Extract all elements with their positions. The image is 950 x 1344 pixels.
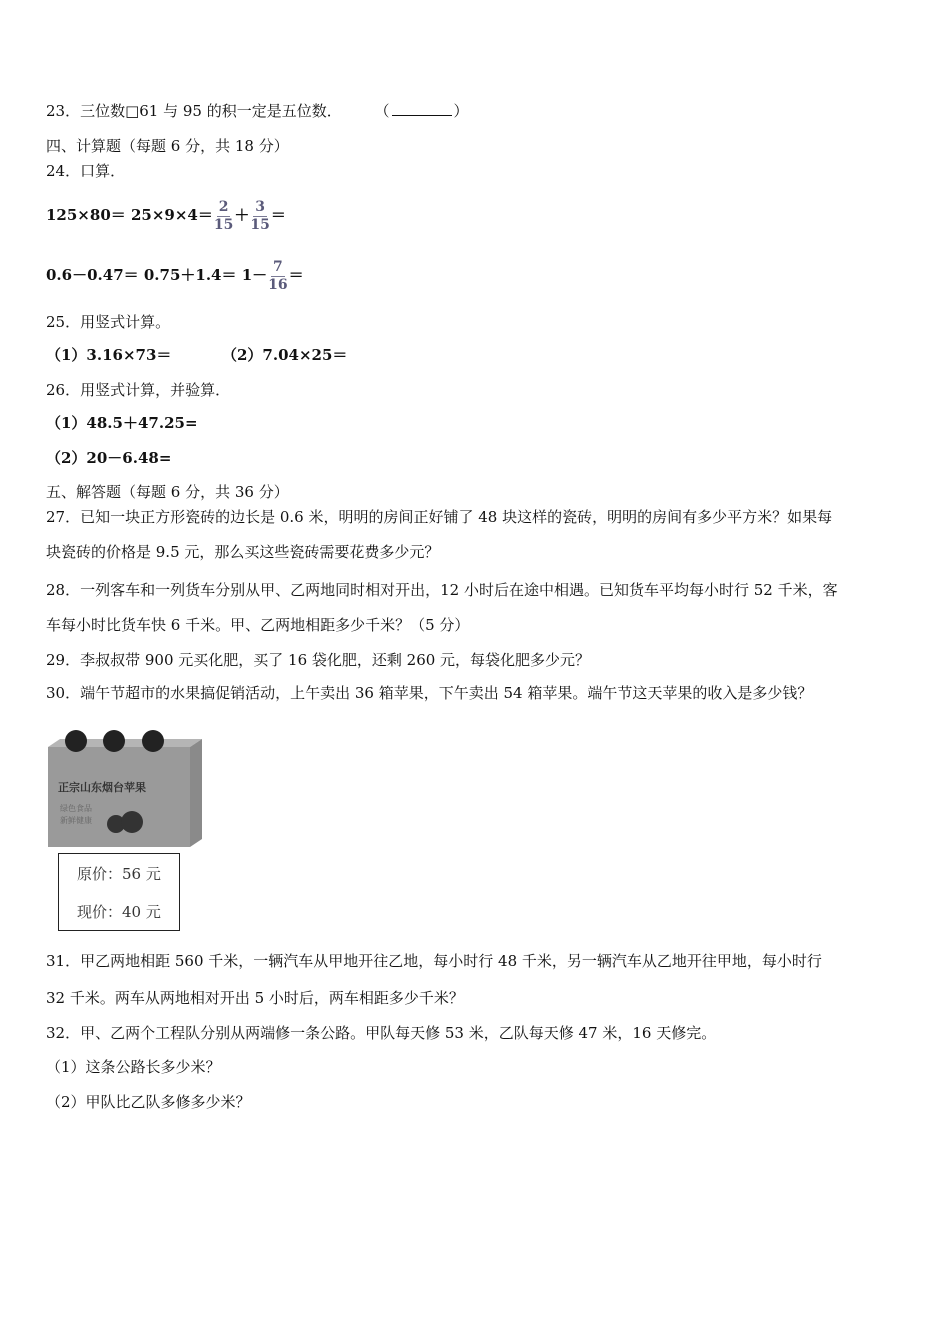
question-23-text: 23．三位数□61 与 95 的积一定是五位数． — [46, 102, 342, 120]
denominator: 15 — [250, 216, 270, 233]
question-26-part-1: （1）48.5＋47.25= — [46, 414, 198, 432]
section-5-heading: 五、解答题（每题 6 分，共 36 分） — [46, 483, 289, 501]
fraction — [268, 259, 287, 294]
expr: 125×80＝ 25×9×4＝ — [46, 206, 213, 224]
apple-box-image — [46, 727, 202, 849]
question-26-part-2: （2）20－6.48= — [46, 449, 172, 467]
box-subtitle-1: 绿色食品 — [60, 804, 92, 813]
fraction — [214, 199, 233, 234]
current-price: 现价：40 元 — [77, 903, 161, 921]
question-27-line-1: 27．已知一块正方形瓷砖的边长是 0.6 米，明明的房间正好铺了 48 块这样的瓷砖，明明的房间有多少平方米？如果每 — [46, 508, 833, 526]
question-24-title: 24．口算． — [46, 162, 126, 180]
question-32: 32．甲、乙两个工程队分别从两端修一条公路。甲队每天修 53 米，乙队每天修 47 米，16 天修完。 — [46, 1024, 717, 1042]
answer-blank[interactable] — [392, 101, 452, 116]
paren-close: ） — [453, 102, 469, 120]
question-30: 30．端午节超市的水果搞促销活动，上午卖出 36 箱苹果，下午卖出 54 箱苹果。端午节这天苹果的收入是多少钱？ — [46, 684, 813, 702]
numerator: 2 — [218, 198, 229, 215]
box-subtitle-2: 新鲜健康 — [60, 816, 92, 825]
question-25-part-1: （1）3.16×73＝ — [46, 346, 172, 364]
section-4-heading: 四、计算题（每题 6 分，共 18 分） — [46, 137, 289, 155]
paren-open: （ — [374, 102, 390, 120]
question-32-part-2: （2）甲队比乙队多修多少米？ — [46, 1093, 251, 1111]
question-31-line-2: 32 千米。两车从两地相对开出 5 小时后，两车相距多少千米？ — [46, 989, 464, 1007]
question-28-line-2: 车每小时比货车快 6 千米。甲、乙两地相距多少千米？（5 分） — [46, 616, 470, 634]
question-23 — [46, 101, 469, 121]
fraction — [250, 199, 269, 234]
question-28-line-1: 28．一列客车和一列货车分别从甲、乙两地同时相对开出，12 小时后在途中相遇。已知货车平均每小时行 52 千米，客 — [46, 581, 838, 599]
numerator: 3 — [255, 198, 265, 215]
numerator: 7 — [273, 258, 283, 275]
denominator: 16 — [268, 276, 288, 293]
expr: 0.6－0.47＝ 0.75＋1.4＝ 1－ — [46, 266, 268, 284]
question-24-row-1 — [46, 193, 286, 237]
price-tag — [58, 853, 180, 931]
original-price: 原价：56 元 — [77, 865, 161, 883]
question-26-title: 26．用竖式计算，并验算． — [46, 381, 231, 399]
denominator: 15 — [213, 216, 234, 233]
operator: ＋ — [234, 206, 250, 224]
question-32-part-1: （1）这条公路长多少米？ — [46, 1058, 221, 1076]
question-31-line-1: 31．甲乙两地相距 560 千米，一辆汽车从甲地开往乙地，每小时行 48 千米，另一辆汽车从乙地开往甲地，每小时行 — [46, 952, 822, 970]
question-24-row-2 — [46, 253, 304, 297]
question-25-title: 25．用竖式计算。 — [46, 313, 171, 331]
question-25-part-2: （2）7.04×25＝ — [222, 346, 348, 364]
equals: ＝ — [270, 206, 286, 224]
box-title: 正宗山东烟台苹果 — [58, 781, 146, 794]
question-27-line-2: 块瓷砖的价格是 9.5 元，那么买这些瓷砖需要花费多少元？ — [46, 543, 440, 561]
question-29: 29．李叔叔带 900 元买化肥，买了 16 袋化肥，还剩 260 元，每袋化肥多少元？ — [46, 651, 591, 669]
equals: ＝ — [288, 266, 304, 284]
